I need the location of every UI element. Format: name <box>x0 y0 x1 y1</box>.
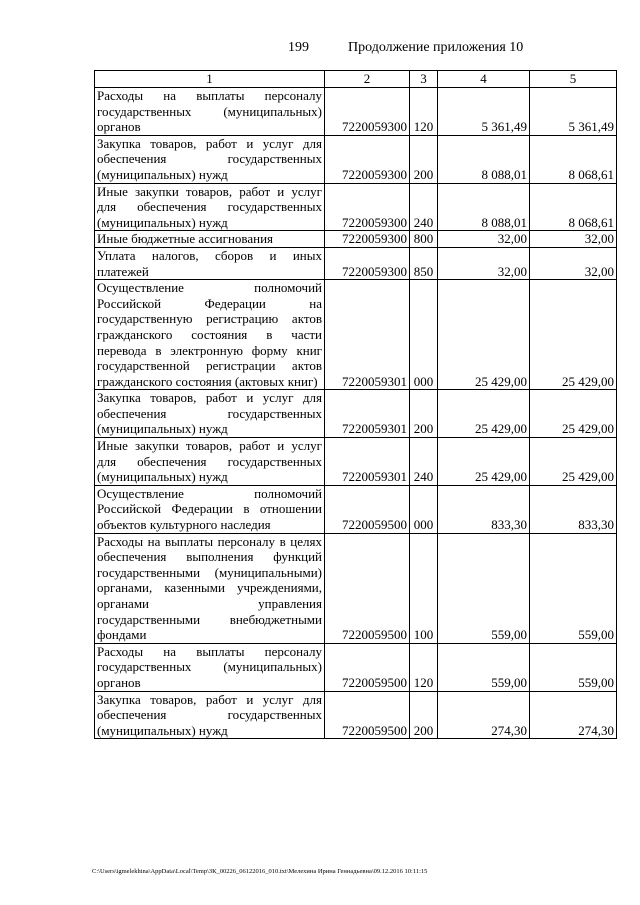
row-name: Иные закупки товаров, работ и услуг для обеспечения государственных (муниципальных) нужд <box>95 183 325 231</box>
row-code: 7220059300 <box>325 231 410 248</box>
row-kind: 120 <box>410 88 438 136</box>
column-header: 4 <box>438 71 530 88</box>
row-value-5: 32,00 <box>530 231 617 248</box>
table-row <box>95 533 617 643</box>
row-code: 7220059301 <box>325 390 410 438</box>
row-value-5: 8 068,61 <box>530 135 617 183</box>
table-row <box>95 280 617 390</box>
row-kind: 120 <box>410 643 438 691</box>
row-value-4: 32,00 <box>438 231 530 248</box>
row-name: Иные бюджетные ассигнования <box>95 231 325 248</box>
row-value-5: 274,30 <box>530 691 617 739</box>
row-code: 7220059500 <box>325 533 410 643</box>
table-row <box>95 88 617 136</box>
column-header: 2 <box>325 71 410 88</box>
row-name: Закупка товаров, работ и услуг для обеспечения государственных (муниципальных) нужд <box>95 390 325 438</box>
table-row <box>95 390 617 438</box>
row-kind: 240 <box>410 438 438 486</box>
row-value-4: 5 361,49 <box>438 88 530 136</box>
row-value-4: 32,00 <box>438 247 530 279</box>
row-value-5: 833,30 <box>530 485 617 533</box>
row-value-4: 274,30 <box>438 691 530 739</box>
row-value-4: 25 429,00 <box>438 280 530 390</box>
row-code: 7220059301 <box>325 280 410 390</box>
row-name: Расходы на выплаты персоналу государственных (муниципальных) органов <box>95 643 325 691</box>
row-value-4: 833,30 <box>438 485 530 533</box>
row-kind: 200 <box>410 691 438 739</box>
budget-table <box>94 70 617 739</box>
row-kind: 240 <box>410 183 438 231</box>
table-row <box>95 183 617 231</box>
column-header: 3 <box>410 71 438 88</box>
row-code: 7220059300 <box>325 135 410 183</box>
row-value-5: 25 429,00 <box>530 390 617 438</box>
row-kind: 200 <box>410 390 438 438</box>
row-kind: 100 <box>410 533 438 643</box>
row-value-4: 25 429,00 <box>438 390 530 438</box>
row-code: 7220059300 <box>325 88 410 136</box>
row-name: Закупка товаров, работ и услуг для обеспечения государственных (муниципальных) нужд <box>95 135 325 183</box>
row-value-4: 25 429,00 <box>438 438 530 486</box>
row-value-5: 25 429,00 <box>530 280 617 390</box>
row-kind: 000 <box>410 485 438 533</box>
row-code: 7220059300 <box>325 183 410 231</box>
table-row <box>95 643 617 691</box>
row-value-4: 8 088,01 <box>438 183 530 231</box>
row-code: 7220059500 <box>325 643 410 691</box>
row-name: Расходы на выплаты персоналу в целях обеспечения выполнения функций государственными (муниципальными) органами, казенными учреждениями, органами управления государственными внебюджетными фондами <box>95 533 325 643</box>
row-kind: 000 <box>410 280 438 390</box>
row-value-5: 25 429,00 <box>530 438 617 486</box>
row-value-4: 559,00 <box>438 643 530 691</box>
table-header-row <box>95 71 617 88</box>
table-row <box>95 247 617 279</box>
row-code: 7220059500 <box>325 691 410 739</box>
table-row <box>95 691 617 739</box>
row-value-5: 32,00 <box>530 247 617 279</box>
row-kind: 850 <box>410 247 438 279</box>
row-name: Осуществление полномочий Российской Федерации в отношении объектов культурного наследия <box>95 485 325 533</box>
row-code: 7220059301 <box>325 438 410 486</box>
row-code: 7220059300 <box>325 247 410 279</box>
row-value-5: 559,00 <box>530 643 617 691</box>
table-row <box>95 135 617 183</box>
row-name: Расходы на выплаты персоналу государственных (муниципальных) органов <box>95 88 325 136</box>
row-value-4: 559,00 <box>438 533 530 643</box>
page-caption: Продолжение приложения 10 <box>348 40 524 55</box>
row-kind: 800 <box>410 231 438 248</box>
table-row <box>95 231 617 248</box>
footer-file-path: C:\Users\igmelekhina\AppData\Local\Temp\ЗК_00226_06122016_010.txt\Мелехина Ирина Геннадьевна\09.12.2016 10:11:15 <box>92 868 428 875</box>
column-header: 5 <box>530 71 617 88</box>
row-value-4: 8 088,01 <box>438 135 530 183</box>
column-header: 1 <box>95 71 325 88</box>
row-kind: 200 <box>410 135 438 183</box>
row-value-5: 559,00 <box>530 533 617 643</box>
row-code: 7220059500 <box>325 485 410 533</box>
page-number: 199 <box>288 40 309 55</box>
table-row <box>95 485 617 533</box>
row-name: Уплата налогов, сборов и иных платежей <box>95 247 325 279</box>
row-value-5: 5 361,49 <box>530 88 617 136</box>
row-name: Закупка товаров, работ и услуг для обеспечения государственных (муниципальных) нужд <box>95 691 325 739</box>
row-name: Иные закупки товаров, работ и услуг для обеспечения государственных (муниципальных) нужд <box>95 438 325 486</box>
table-row <box>95 438 617 486</box>
row-name: Осуществление полномочий Российской Федерации на государственную регистрацию актов гражданского состояния в части перевода в электронную форму книг государственной регистрации актов гражданского состояния (актовых книг) <box>95 280 325 390</box>
row-value-5: 8 068,61 <box>530 183 617 231</box>
